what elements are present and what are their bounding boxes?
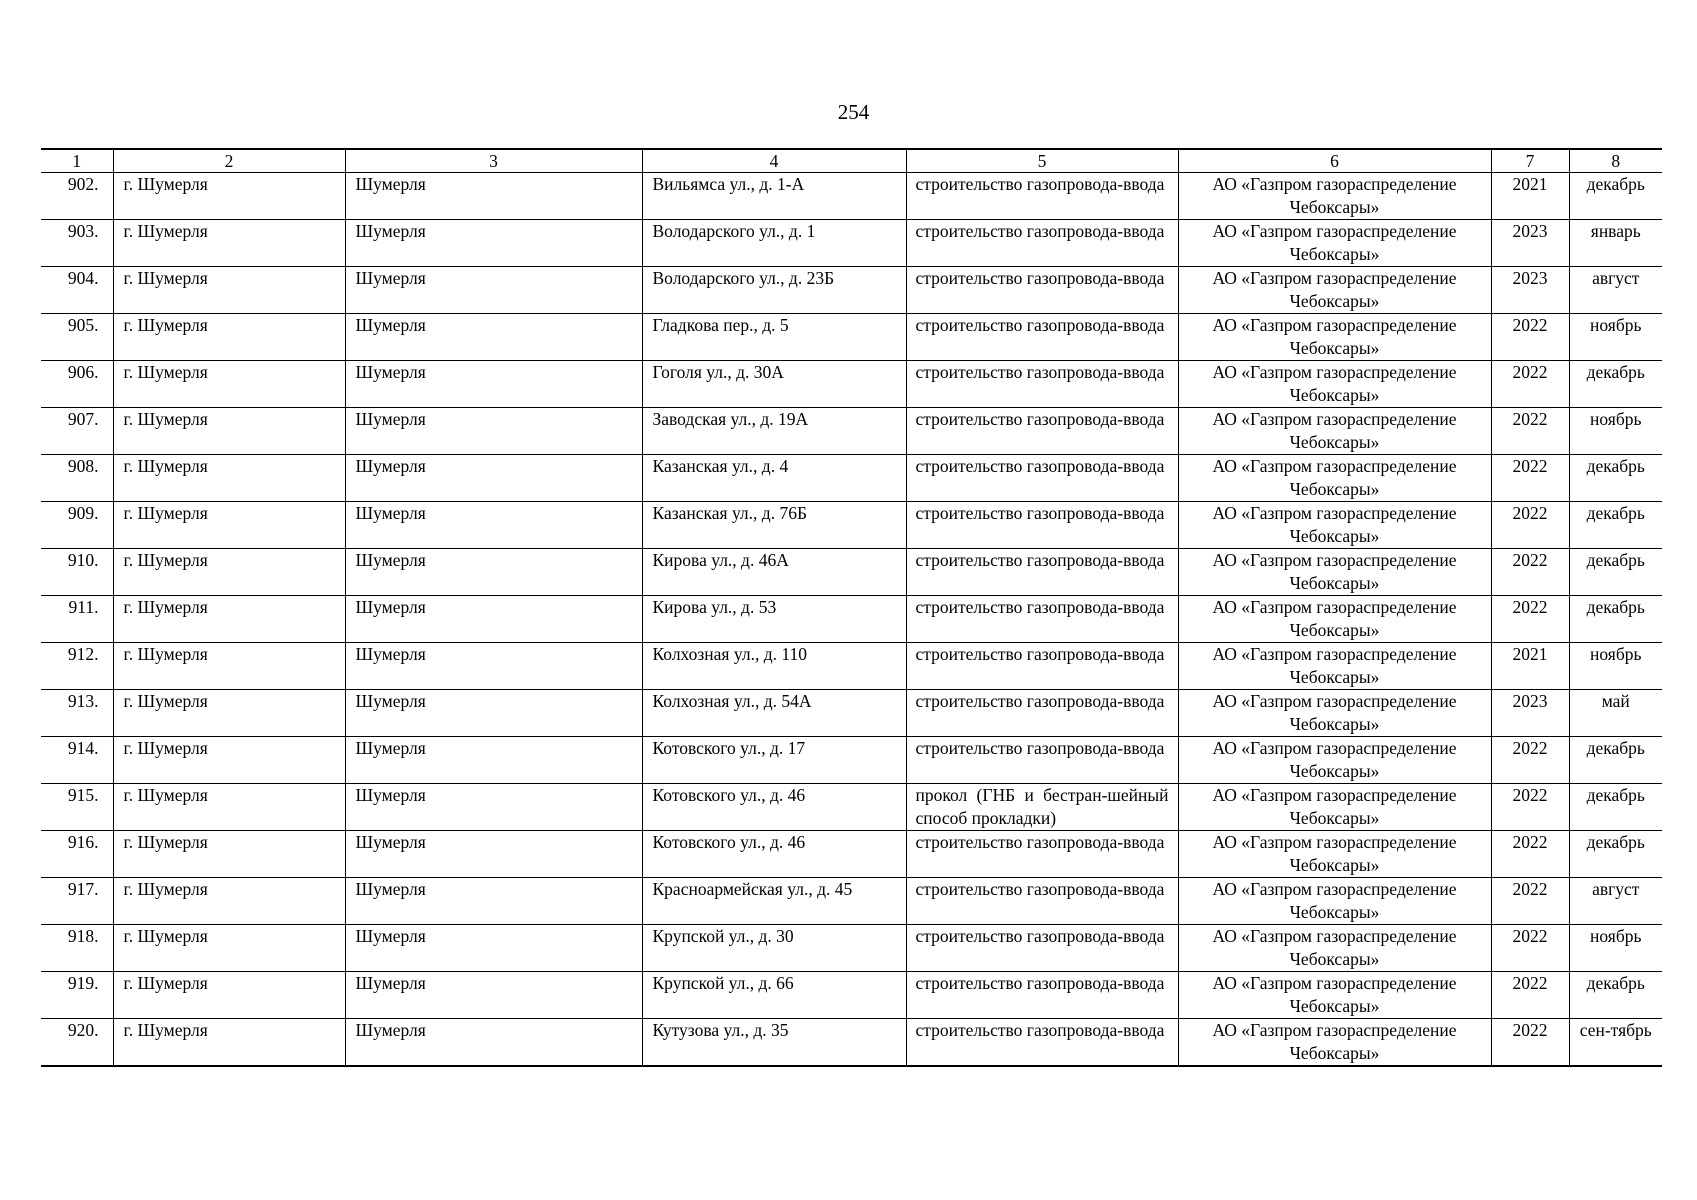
month-cell: ноябрь — [1569, 408, 1662, 455]
row-number: 918. — [41, 925, 113, 972]
address-cell: Колхозная ул., д. 110 — [642, 643, 906, 690]
table-row — [41, 878, 1662, 925]
locality-cell: Шумерля — [345, 690, 642, 737]
locality-cell: Шумерля — [345, 784, 642, 831]
row-number: 910. — [41, 549, 113, 596]
work-type-cell: строительство газопровода-ввода — [906, 549, 1178, 596]
month-cell: январь — [1569, 220, 1662, 267]
month-cell: декабрь — [1569, 502, 1662, 549]
district-cell: г. Шумерля — [113, 737, 345, 784]
year-cell: 2022 — [1491, 972, 1569, 1019]
district-cell: г. Шумерля — [113, 925, 345, 972]
row-number: 916. — [41, 831, 113, 878]
address-cell: Кирова ул., д. 53 — [642, 596, 906, 643]
work-type-cell: строительство газопровода-ввода — [906, 173, 1178, 220]
column-header: 4 — [642, 149, 906, 173]
year-cell: 2022 — [1491, 314, 1569, 361]
organization-cell: АО «Газпром газораспределение Чебоксары» — [1178, 690, 1491, 737]
table-row — [41, 267, 1662, 314]
organization-cell: АО «Газпром газораспределение Чебоксары» — [1178, 314, 1491, 361]
month-cell: сен-тябрь — [1569, 1019, 1662, 1067]
year-cell: 2023 — [1491, 690, 1569, 737]
table-row — [41, 1019, 1662, 1067]
address-cell: Котовского ул., д. 17 — [642, 737, 906, 784]
locality-cell: Шумерля — [345, 643, 642, 690]
district-cell: г. Шумерля — [113, 267, 345, 314]
locality-cell: Шумерля — [345, 831, 642, 878]
work-type-cell: строительство газопровода-ввода — [906, 878, 1178, 925]
address-cell: Кирова ул., д. 46А — [642, 549, 906, 596]
organization-cell: АО «Газпром газораспределение Чебоксары» — [1178, 784, 1491, 831]
work-type-cell: строительство газопровода-ввода — [906, 643, 1178, 690]
district-cell: г. Шумерля — [113, 784, 345, 831]
table-row — [41, 361, 1662, 408]
month-cell: ноябрь — [1569, 925, 1662, 972]
column-header: 8 — [1569, 149, 1662, 173]
row-number: 902. — [41, 173, 113, 220]
row-number: 915. — [41, 784, 113, 831]
year-cell: 2022 — [1491, 925, 1569, 972]
locality-cell: Шумерля — [345, 220, 642, 267]
locality-cell: Шумерля — [345, 361, 642, 408]
address-cell: Гоголя ул., д. 30А — [642, 361, 906, 408]
work-type-cell: строительство газопровода-ввода — [906, 267, 1178, 314]
table-header — [41, 149, 1662, 173]
year-cell: 2022 — [1491, 502, 1569, 549]
address-cell: Колхозная ул., д. 54А — [642, 690, 906, 737]
column-header: 1 — [41, 149, 113, 173]
month-cell: декабрь — [1569, 173, 1662, 220]
month-cell: декабрь — [1569, 972, 1662, 1019]
address-cell: Кутузова ул., д. 35 — [642, 1019, 906, 1067]
row-number: 917. — [41, 878, 113, 925]
district-cell: г. Шумерля — [113, 220, 345, 267]
address-cell: Володарского ул., д. 23Б — [642, 267, 906, 314]
address-cell: Вильямса ул., д. 1-А — [642, 173, 906, 220]
table-row — [41, 455, 1662, 502]
district-cell: г. Шумерля — [113, 1019, 345, 1067]
year-cell: 2022 — [1491, 361, 1569, 408]
year-cell: 2022 — [1491, 784, 1569, 831]
year-cell: 2021 — [1491, 173, 1569, 220]
month-cell: август — [1569, 878, 1662, 925]
work-type-cell: строительство газопровода-ввода — [906, 314, 1178, 361]
year-cell: 2022 — [1491, 831, 1569, 878]
work-type-cell: строительство газопровода-ввода — [906, 972, 1178, 1019]
address-cell: Котовского ул., д. 46 — [642, 831, 906, 878]
locality-cell: Шумерля — [345, 925, 642, 972]
work-type-cell: строительство газопровода-ввода — [906, 925, 1178, 972]
address-cell: Красноармейская ул., д. 45 — [642, 878, 906, 925]
month-cell: ноябрь — [1569, 314, 1662, 361]
month-cell: декабрь — [1569, 361, 1662, 408]
work-type-cell: строительство газопровода-ввода — [906, 831, 1178, 878]
work-type-cell: строительство газопровода-ввода — [906, 408, 1178, 455]
table-row — [41, 643, 1662, 690]
locality-cell: Шумерля — [345, 267, 642, 314]
district-cell: г. Шумерля — [113, 314, 345, 361]
table-row — [41, 831, 1662, 878]
organization-cell: АО «Газпром газораспределение Чебоксары» — [1178, 408, 1491, 455]
month-cell: декабрь — [1569, 549, 1662, 596]
column-header: 5 — [906, 149, 1178, 173]
organization-cell: АО «Газпром газораспределение Чебоксары» — [1178, 502, 1491, 549]
work-type-cell: строительство газопровода-ввода — [906, 690, 1178, 737]
row-number: 907. — [41, 408, 113, 455]
work-type-cell: строительство газопровода-ввода — [906, 361, 1178, 408]
month-cell: май — [1569, 690, 1662, 737]
locality-cell: Шумерля — [345, 455, 642, 502]
year-cell: 2022 — [1491, 596, 1569, 643]
gasification-table — [41, 148, 1662, 1067]
table-row — [41, 925, 1662, 972]
district-cell: г. Шумерля — [113, 408, 345, 455]
year-cell: 2022 — [1491, 1019, 1569, 1067]
row-number: 905. — [41, 314, 113, 361]
district-cell: г. Шумерля — [113, 878, 345, 925]
page-number: 254 — [837, 100, 870, 124]
district-cell: г. Шумерля — [113, 972, 345, 1019]
district-cell: г. Шумерля — [113, 455, 345, 502]
year-cell: 2022 — [1491, 549, 1569, 596]
locality-cell: Шумерля — [345, 878, 642, 925]
month-cell: декабрь — [1569, 455, 1662, 502]
row-number: 914. — [41, 737, 113, 784]
table-row — [41, 314, 1662, 361]
row-number: 912. — [41, 643, 113, 690]
year-cell: 2021 — [1491, 643, 1569, 690]
month-cell: декабрь — [1569, 831, 1662, 878]
organization-cell: АО «Газпром газораспределение Чебоксары» — [1178, 925, 1491, 972]
month-cell: декабрь — [1569, 784, 1662, 831]
table-row — [41, 502, 1662, 549]
locality-cell: Шумерля — [345, 314, 642, 361]
district-cell: г. Шумерля — [113, 831, 345, 878]
year-cell: 2022 — [1491, 737, 1569, 784]
table-row — [41, 173, 1662, 220]
month-cell: декабрь — [1569, 596, 1662, 643]
table-row — [41, 408, 1662, 455]
table-row — [41, 784, 1662, 831]
address-cell: Гладкова пер., д. 5 — [642, 314, 906, 361]
year-cell: 2022 — [1491, 455, 1569, 502]
locality-cell: Шумерля — [345, 596, 642, 643]
address-cell: Котовского ул., д. 46 — [642, 784, 906, 831]
table-row — [41, 549, 1662, 596]
row-number: 903. — [41, 220, 113, 267]
column-header: 6 — [1178, 149, 1491, 173]
year-cell: 2022 — [1491, 878, 1569, 925]
district-cell: г. Шумерля — [113, 690, 345, 737]
organization-cell: АО «Газпром газораспределение Чебоксары» — [1178, 1019, 1491, 1067]
row-number: 908. — [41, 455, 113, 502]
work-type-cell: строительство газопровода-ввода — [906, 1019, 1178, 1067]
year-cell: 2023 — [1491, 220, 1569, 267]
district-cell: г. Шумерля — [113, 502, 345, 549]
locality-cell: Шумерля — [345, 549, 642, 596]
district-cell: г. Шумерля — [113, 596, 345, 643]
table-row — [41, 690, 1662, 737]
organization-cell: АО «Газпром газораспределение Чебоксары» — [1178, 643, 1491, 690]
district-cell: г. Шумерля — [113, 549, 345, 596]
district-cell: г. Шумерля — [113, 173, 345, 220]
locality-cell: Шумерля — [345, 502, 642, 549]
locality-cell: Шумерля — [345, 1019, 642, 1067]
work-type-cell: строительство газопровода-ввода — [906, 502, 1178, 549]
organization-cell: АО «Газпром газораспределение Чебоксары» — [1178, 972, 1491, 1019]
work-type-cell: строительство газопровода-ввода — [906, 220, 1178, 267]
work-type-cell: строительство газопровода-ввода — [906, 737, 1178, 784]
address-cell: Казанская ул., д. 76Б — [642, 502, 906, 549]
organization-cell: АО «Газпром газораспределение Чебоксары» — [1178, 831, 1491, 878]
locality-cell: Шумерля — [345, 972, 642, 1019]
year-cell: 2023 — [1491, 267, 1569, 314]
table-row — [41, 737, 1662, 784]
organization-cell: АО «Газпром газораспределение Чебоксары» — [1178, 455, 1491, 502]
column-header: 7 — [1491, 149, 1569, 173]
row-number: 904. — [41, 267, 113, 314]
organization-cell: АО «Газпром газораспределение Чебоксары» — [1178, 220, 1491, 267]
table-row — [41, 220, 1662, 267]
column-header: 3 — [345, 149, 642, 173]
organization-cell: АО «Газпром газораспределение Чебоксары» — [1178, 267, 1491, 314]
month-cell: август — [1569, 267, 1662, 314]
table-row — [41, 972, 1662, 1019]
work-type-cell: строительство газопровода-ввода — [906, 596, 1178, 643]
year-cell: 2022 — [1491, 408, 1569, 455]
address-cell: Заводская ул., д. 19А — [642, 408, 906, 455]
work-type-cell: строительство газопровода-ввода — [906, 455, 1178, 502]
row-number: 909. — [41, 502, 113, 549]
row-number: 913. — [41, 690, 113, 737]
table-row — [41, 596, 1662, 643]
address-cell: Володарского ул., д. 1 — [642, 220, 906, 267]
column-header: 2 — [113, 149, 345, 173]
month-cell: ноябрь — [1569, 643, 1662, 690]
organization-cell: АО «Газпром газораспределение Чебоксары» — [1178, 361, 1491, 408]
district-cell: г. Шумерля — [113, 361, 345, 408]
header-row — [41, 149, 1662, 173]
address-cell: Крупской ул., д. 30 — [642, 925, 906, 972]
locality-cell: Шумерля — [345, 173, 642, 220]
row-number: 911. — [41, 596, 113, 643]
table-body — [41, 173, 1662, 1067]
locality-cell: Шумерля — [345, 408, 642, 455]
organization-cell: АО «Газпром газораспределение Чебоксары» — [1178, 596, 1491, 643]
work-type-cell: прокол (ГНБ и бестран-шейный способ прокладки) — [906, 784, 1178, 831]
address-cell: Крупской ул., д. 66 — [642, 972, 906, 1019]
month-cell: декабрь — [1569, 737, 1662, 784]
row-number: 920. — [41, 1019, 113, 1067]
row-number: 906. — [41, 361, 113, 408]
organization-cell: АО «Газпром газораспределение Чебоксары» — [1178, 549, 1491, 596]
row-number: 919. — [41, 972, 113, 1019]
locality-cell: Шумерля — [345, 737, 642, 784]
address-cell: Казанская ул., д. 4 — [642, 455, 906, 502]
organization-cell: АО «Газпром газораспределение Чебоксары» — [1178, 737, 1491, 784]
district-cell: г. Шумерля — [113, 643, 345, 690]
organization-cell: АО «Газпром газораспределение Чебоксары» — [1178, 173, 1491, 220]
organization-cell: АО «Газпром газораспределение Чебоксары» — [1178, 878, 1491, 925]
